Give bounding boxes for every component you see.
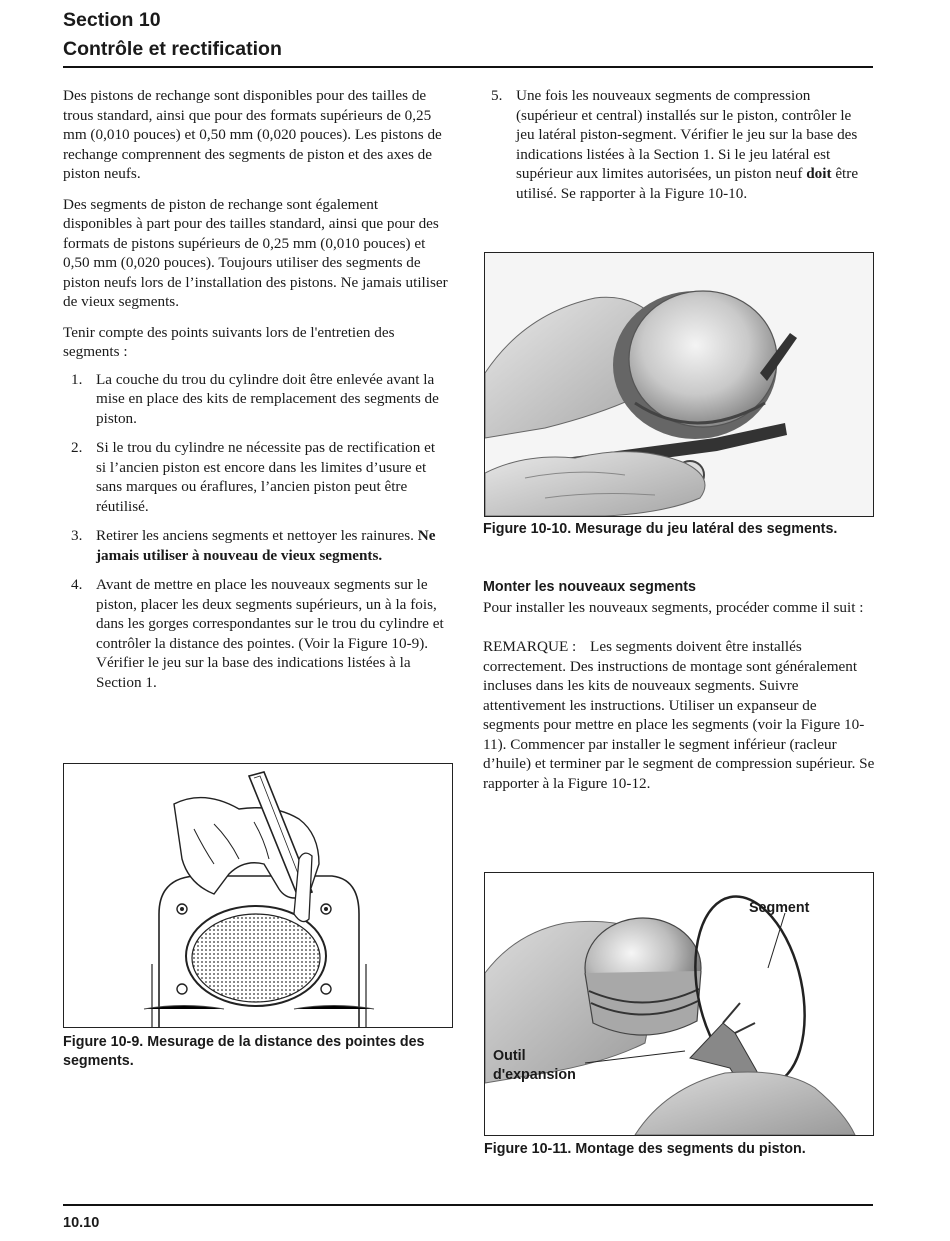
list-item: 2. Si le trou du cylindre ne nécessite pas de rectification et si l’ancien piston est encore dans les limites d’usure et sans marques ou éraflures, l’ancien piston peut être réutilisé. bbox=[71, 439, 436, 515]
label-outil: Outil d'expansion bbox=[493, 1048, 576, 1083]
page-number: 10.10 bbox=[63, 1215, 100, 1231]
section-title: Contrôle et rectification bbox=[63, 38, 282, 60]
list-item: 5. Une fois les nouveaux segments de compression (supérieur et central) installés sur le piston, contrôler le jeu latéral piston-segment. Vérifier le jeu sur la base des indications listées à la Section 1. Si le jeu latéral est supérieur aux limites autorisées, un piston neuf doit être utilisé. Se rapporter à la Figure 10-10. bbox=[491, 87, 859, 202]
list-item: 1. La couche du trou du cylindre doit être enlevée avant la mise en place des kits de remplacement des segments de piston. bbox=[71, 370, 439, 427]
left-column bbox=[63, 86, 448, 702]
remark-note bbox=[483, 637, 875, 793]
figure-10-9 bbox=[63, 763, 453, 1028]
maintenance-list bbox=[63, 370, 448, 693]
section-header bbox=[63, 6, 282, 64]
paragraph-points: Tenir compte des points suivants lors de l'entretien des segments : bbox=[63, 323, 395, 360]
figure-10-9-caption: Figure 10-9. Mesurage de la distance des pointes des segments. bbox=[63, 1034, 425, 1069]
remark-label: REMARQUE : bbox=[483, 638, 577, 655]
header-rule bbox=[63, 66, 873, 68]
list-item: 4. Avant de mettre en place les nouveaux segments sur le piston, placer les deux segments supérieurs, un à la fois, dans les gorges correspondantes sur le trou du cylindre et contrôler la distance des pointes. (Voir la Figure 10-9). Vérifier le jeu sur la base des indications listées à la Section 1. bbox=[71, 576, 444, 691]
label-segment: Segment bbox=[749, 900, 810, 916]
figure-10-11 bbox=[484, 872, 874, 1136]
figure-10-10-caption: Figure 10-10. Mesurage du jeu latéral des segments. bbox=[483, 521, 838, 537]
section-number: Section 10 bbox=[63, 9, 161, 31]
right-column-top bbox=[483, 86, 873, 213]
paragraph-pistons: Des pistons de rechange sont disponibles pour des tailles de trous standard, ainsi que pour des formats supérieurs de 0,25 mm (0,010 pouces) et 0,50 mm (0,020 pouces). Les pistons de rechange comprennent des segments de piston et des axes de piston neufs. bbox=[63, 87, 442, 182]
install-intro: Pour installer les nouveaux segments, procéder comme il suit : bbox=[483, 598, 864, 616]
right-column-bottom bbox=[483, 578, 875, 793]
footer-rule bbox=[63, 1204, 873, 1206]
ring-gap-illustration bbox=[64, 764, 452, 1027]
side-clearance-photo bbox=[485, 253, 873, 516]
subheading: Monter les nouveaux segments bbox=[483, 579, 696, 595]
figure-10-11-caption: Figure 10-11. Montage des segments du piston. bbox=[484, 1141, 806, 1157]
paragraph-segments: Des segments de piston de rechange sont également disponibles à part pour des tailles standard, ainsi que pour des formats de pistons supérieurs de 0,25 mm (0,010 pouces) et 0,50 mm (0,020 pouces). Toujours utiliser des segments de piston neufs lors de l’installation des pistons. Ne jamais utiliser de vieux segments. bbox=[63, 195, 448, 310]
maintenance-list-cont bbox=[483, 86, 873, 203]
remark-text: Les segments doivent être installés correctement. Des instructions de montage sont généralement incluses dans les kits de nouveaux segments. Suivre attentivement les instructions. Utiliser un expanseur de segments pour mettre en place les segments (voir la Figure 10-11). Commencer par installer le segment inférieur (racleur d’huile) et terminer par le segment de compression supérieur. Se rapporter à la Figure 10-12. bbox=[483, 638, 875, 792]
ring-install-photo bbox=[485, 873, 873, 1135]
figure-10-10 bbox=[484, 252, 874, 517]
list-item: 3. Retirer les anciens segments et nettoyer les rainures. Ne jamais utiliser à nouveau de vieux segments. bbox=[71, 527, 436, 564]
